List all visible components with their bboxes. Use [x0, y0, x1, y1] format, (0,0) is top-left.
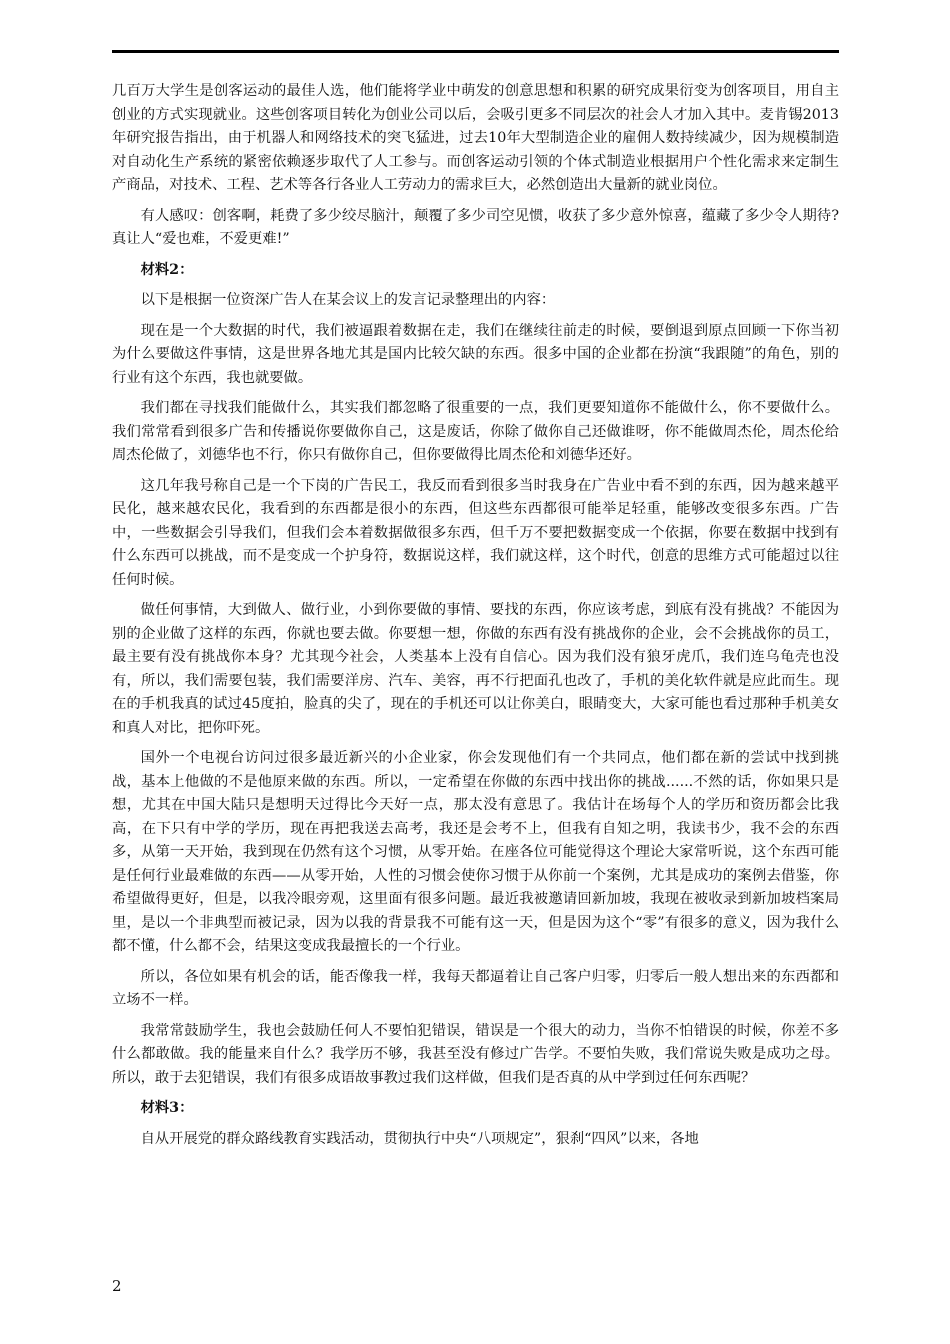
- section-heading: 材料3：: [140, 1100, 194, 1116]
- paragraph: 现在是一个大数据的时代，我们被逼跟着数据在走，我们在继续往前走的时候，要倒退到原点回顾一下你当初为什么要做这件事情，这是世界各地尤其是国内比较欠缺的东西。很多中国的企业都在扮演“我跟随”的角色，别的行业有这个东西，我也就要做。: [112, 322, 839, 386]
- document-body: [112, 80, 839, 1158]
- paragraph: 我常常鼓励学生，我也会鼓励任何人不要怕犯错误，错误是一个很大的动力，当你不怕错误的时候，你差不多什么都敢做。我的能量来自什么？我学历不够，我甚至没有修过广告学。不要怕失败，我们常说失败是成功之母。所以，敢于去犯错误，我们有很多成语故事教过我们这样做，但我们是否真的从中学到过任何东西呢？: [112, 1022, 839, 1086]
- header-rule: [112, 50, 839, 53]
- paragraph: 几百万大学生是创客运动的最佳人选，他们能将学业中萌发的创意思想和积累的研究成果衍变为创客项目，用自主创业的方式实现就业。这些创客项目转化为创业公司以后，会吸引更多不同层次的社会人才加入其中。麦肯锡2013年研究报告指出，由于机器人和网络技术的突飞猛进，过去10年大型制造企业的雇佣人数持续减少，因为规模制造对自动化生产系统的紧密依赖逐步取代了人工参与。而创客运动引领的个体式制造业根据用户个性化需求来定制生产商品，对技术、工程、艺术等各行各业人工劳动力的需求巨大，必然创造出大量新的就业岗位。: [112, 83, 839, 193]
- paragraph: 有人感叹：创客啊，耗费了多少绞尽脑汁，颠覆了多少司空见惯，收获了多少意外惊喜，蕴藏了多少令人期待?真让人“爱也难，不爱更难!”: [112, 207, 839, 247]
- paragraph: 以下是根据一位资深广告人在某会议上的发言记录整理出的内容：: [140, 292, 556, 308]
- page-number: 2: [112, 1277, 122, 1295]
- paragraph: 做任何事情，大到做人、做行业，小到你要做的事情、要找的东西，你应该考虑，到底有没有挑战？不能因为别的企业做了这样的东西，你就也要去做。你要想一想，你做的东西有没有挑战你的企业，会不会挑战你的员工，最主要有没有挑战你本身？尤其现今社会，人类基本上没有自信心。因为我们没有狼牙虎爪，我们连乌龟壳也没有，所以，我们需要包装，我们需要洋房、汽车、美容，再不行把面孔也改了，手机的美化软件就是应此而生。现在的手机我真的试过45度拍，脸真的尖了，现在的手机还可以让你美白，眼睛变大，大家可能也看过那种手机美女和真人对比，把你吓死。: [112, 602, 839, 736]
- paragraph: 这几年我号称自己是一个下岗的广告民工，我反而看到很多当时我身在广告业中看不到的东西，因为越来越平民化，越来越农民化，我看到的东西都是很小的东西，但这些东西都很可能举足轻重，能够改变很多东西。广告中，一些数据会引导我们，但我们会本着数据做很多东西，但千万不要把数据变成一个依据，你要在数据中找到有什么东西可以挑战，而不是变成一个护身符，数据说这样，我们就这样，这个时代，创意的思维方式可能超过以往任何时候。: [112, 477, 839, 588]
- paragraph: 国外一个电视台访问过很多最近新兴的小企业家，你会发现他们有一个共同点，他们都在新的尝试中找到挑战，基本上他做的不是他原来做的东西。所以，一定希望在你做的东西中找出你的挑战......不然的话，你如果只是想，尤其在中国大陆只是想明天过得比今天好一点，那太没有意思了。我估计在场每个人的学历和资历都会比我高，在下只有中学的学历，现在再把我送去高考，我还是会考不上，但我有自知之明，我读书少，我不会的东西多，从第一天开始，我到现在仍然有这个习惯，从零开始。在座各位可能觉得这个理论大家常听说，这个东西可能是任何行业最难做的东西——从零开始，人性的习惯会使你习惯于从你前一个案例，尤其是成功的案例去借鉴，你希望做得更好，但是，以我冷眼旁观，这里面有很多问题。最近我被邀请回新加坡，我现在被收录到新加坡档案局里，是以一个非典型而被记录，因为以我的背景我不可能有这一天，但是因为这个“零”有很多的意义，因为我什么都不懂，什么都不会，结果这变成我最擅长的一个行业。: [112, 750, 839, 954]
- paragraph: 我们都在寻找我们能做什么，其实我们都忽略了很重要的一点，我们更要知道你不能做什么，你不要做什么。我们常常看到很多广告和传播说你要做你自己，这是废话，你除了做你自己还做谁呀，你不能做周杰伦，周杰伦给周杰伦做了，刘德华也不行，你只有做你自己，但你要做得比周杰伦和刘德华还好。: [112, 400, 839, 463]
- section-heading: 材料2：: [140, 261, 194, 278]
- paragraph: 所以，各位如果有机会的话，能否像我一样，我每天都逼着让自己客户归零，归零后一般人想出来的东西都和立场不一样。: [112, 968, 839, 1008]
- paragraph: 自从开展党的群众路线教育实践活动，贯彻执行中央“八项规定”，狠刹“四风”以来，各地: [140, 1130, 699, 1147]
